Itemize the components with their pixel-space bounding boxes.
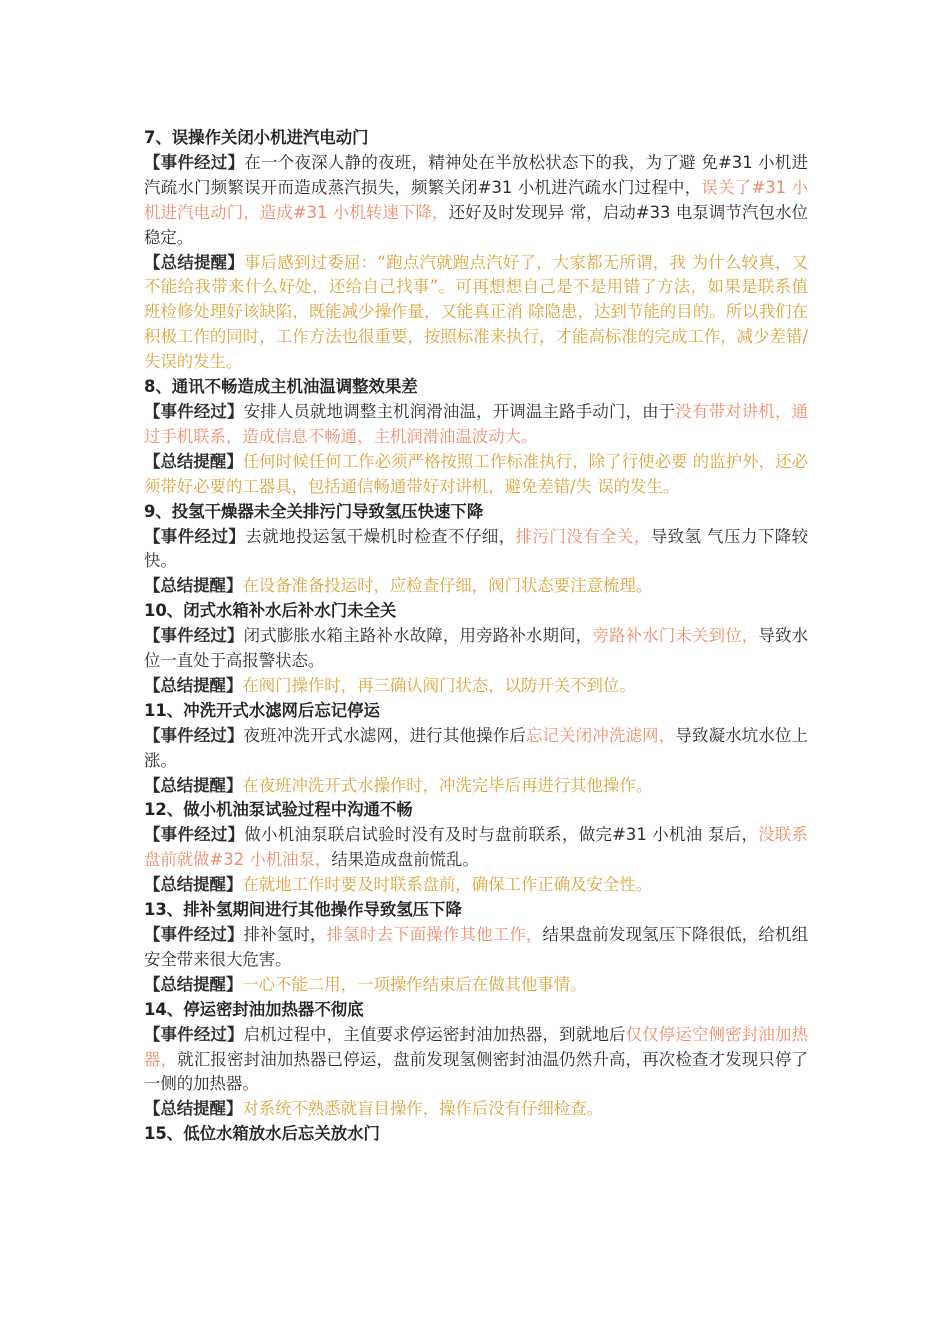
event-paragraph (144, 923, 808, 973)
event-paragraph (144, 624, 808, 674)
event-text: 做小机油泵联启试验时没有及时与盘前联系，做完#31 小机油 泵后， (244, 825, 759, 845)
highlighted-text: 没有带对讲机，通过手机联系，造成信息不畅通，主机润滑油温波动大。 (144, 401, 809, 446)
event-text: 结果盘前发现氢压下降很低，给机组安全带来很大危害。 (144, 925, 809, 969)
summary-text: 对系统不熟悉就盲目操作，操作后没有仔细检查。 (242, 1099, 603, 1119)
event-text: 启机过程中，主值要求停运密封油加热器，到就地后 (243, 1024, 626, 1044)
highlighted-text: 排氢时去下面操作其他工作， (326, 925, 543, 944)
highlighted-text: 旁路补水门未关到位， (592, 626, 759, 646)
event-text: 就汇报密封油加热器已停运，盘前发现氢侧密封油温仍然升高，再次检查才发现只停了一侧的加热器。 (144, 1049, 809, 1094)
section-heading: 10、闭式水箱补水后补水门未全关 (144, 601, 397, 621)
summary-paragraph (144, 251, 808, 376)
event-label: 【事件经过】 (144, 825, 245, 845)
document-page (144, 126, 808, 1147)
summary-paragraph (144, 1097, 808, 1122)
event-text: 排补氢时， (243, 925, 327, 944)
event-paragraph (144, 1023, 808, 1098)
section-heading: 8、通讯不畅造成主机油温调整效果差 (144, 377, 418, 397)
event-text: 还好及时发现异 常，启动#33 电泵调节汽包水位稳定。 (144, 202, 808, 247)
highlighted-text: 仅仅停运空侧密封油加热器， (144, 1024, 809, 1069)
event-label: 【事件经过】 (144, 626, 244, 646)
summary-paragraph (144, 674, 808, 699)
summary-paragraph (144, 973, 808, 998)
event-text: 导致凝水坑水位上涨。 (144, 725, 809, 770)
event-text: 导致氢 气压力下降较快。 (144, 526, 809, 571)
highlighted-text: 忘记关闭冲洗滤网， (525, 725, 676, 745)
section-heading: 15、低位水箱放水后忘关放水门 (144, 1124, 380, 1144)
event-text: 结果造成盘前慌乱。 (331, 850, 479, 870)
summary-text: 在阀门操作时，再三确认阀门状态，以防开关不到位。 (242, 675, 636, 695)
event-paragraph (144, 151, 808, 251)
section-heading: 7、误操作关闭小机进汽电动门 (144, 128, 369, 147)
event-paragraph (144, 823, 808, 873)
summary-paragraph (144, 574, 808, 599)
summary-text: 一心不能二用，一项操作结束后在做其他事情。 (242, 974, 587, 994)
summary-text: 任何时候任何工作必须严格按照工作标准执行，除了行使必要 的监护外，还必须带好必要的工器具，包括通信畅通带好对讲机，避免差错/失 误的发生。 (144, 451, 809, 496)
summary-label: 【总结提醒】 (144, 775, 243, 795)
highlighted-text: 误关了#31 小机进汽电动门，造成#31 小机转速下降， (144, 177, 808, 222)
section-heading: 11、冲洗开式水滤网后忘记停运 (144, 700, 380, 720)
summary-text: 在就地工作时要及时联系盘前，确保工作正确及安全性。 (242, 875, 653, 895)
event-label: 【事件经过】 (144, 725, 244, 745)
section-heading: 9、投氢干燥器未全关排污门导致氢压快速下降 (144, 501, 484, 521)
event-paragraph (144, 400, 808, 450)
event-label: 【事件经过】 (144, 152, 245, 172)
event-label: 【事件经过】 (144, 401, 244, 421)
summary-label: 【总结提醒】 (144, 451, 243, 471)
summary-text: 在设备准备投运时，应检查仔细，阀门状态要注意梳理。 (242, 576, 653, 596)
section-heading: 14、停运密封油加热器不彻底 (144, 999, 364, 1019)
event-text: 在一个夜深人静的夜班，精神处在半放松状态下的我，为了避 免#31 小机进汽疏水门频繁误开而造成蒸汽损失，频繁关闭#31 小机进汽疏水门过程中， (144, 152, 808, 197)
event-paragraph (144, 724, 808, 774)
event-text: 闭式膨胀水箱主路补水故障，用旁路补水期间， (243, 626, 593, 646)
event-text: 夜班冲洗开式水滤网，进行其他操作后 (243, 725, 526, 745)
event-label: 【事件经过】 (144, 526, 246, 546)
event-label: 【事件经过】 (144, 925, 244, 944)
summary-paragraph (144, 873, 808, 898)
summary-text: 事后感到过委屈：“跑点汽就跑点汽好了，大家都无所谓，我 为什么较真，又不能给我带来什么好处，还给自己找事”。可再想想自己是不是用错了方法，如果是联系值班检修处理好该缺陷，既能减少操作量，又能真正消 除隐患，达到节能的目的。所以我们在积极工作的同时，工作方法也很重要，按照标准来执行，才能高标准的完成工作，减少差错/失误的发生。 (144, 252, 809, 372)
summary-label: 【总结提醒】 (144, 675, 243, 695)
summary-label: 【总结提醒】 (144, 576, 243, 596)
summary-label: 【总结提醒】 (144, 252, 245, 272)
event-text: 安排人员就地调整主机润滑油温，开调温主路手动门，由于 (243, 401, 676, 421)
summary-paragraph (144, 774, 808, 799)
event-paragraph (144, 525, 808, 575)
summary-text: 在夜班冲洗开式水操作时，冲洗完毕后再进行其他操作。 (242, 775, 653, 795)
event-text: 去就地投运氢干燥机时检查不仔细， (245, 526, 516, 546)
summary-label: 【总结提醒】 (144, 1099, 243, 1119)
event-label: 【事件经过】 (144, 1024, 244, 1044)
summary-paragraph (144, 450, 808, 500)
section-heading: 12、做小机油泵试验过程中沟通不畅 (144, 800, 413, 820)
highlighted-text: 排污门没有全关， (515, 526, 651, 546)
summary-label: 【总结提醒】 (144, 875, 243, 895)
event-text: 导致水位一直处于高报警状态。 (144, 626, 809, 671)
section-heading: 13、排补氢期间进行其他操作导致氢压下降 (144, 900, 462, 920)
summary-label: 【总结提醒】 (144, 974, 243, 994)
highlighted-text: 没联系盘前就做#32 小机油泵， (144, 825, 809, 870)
